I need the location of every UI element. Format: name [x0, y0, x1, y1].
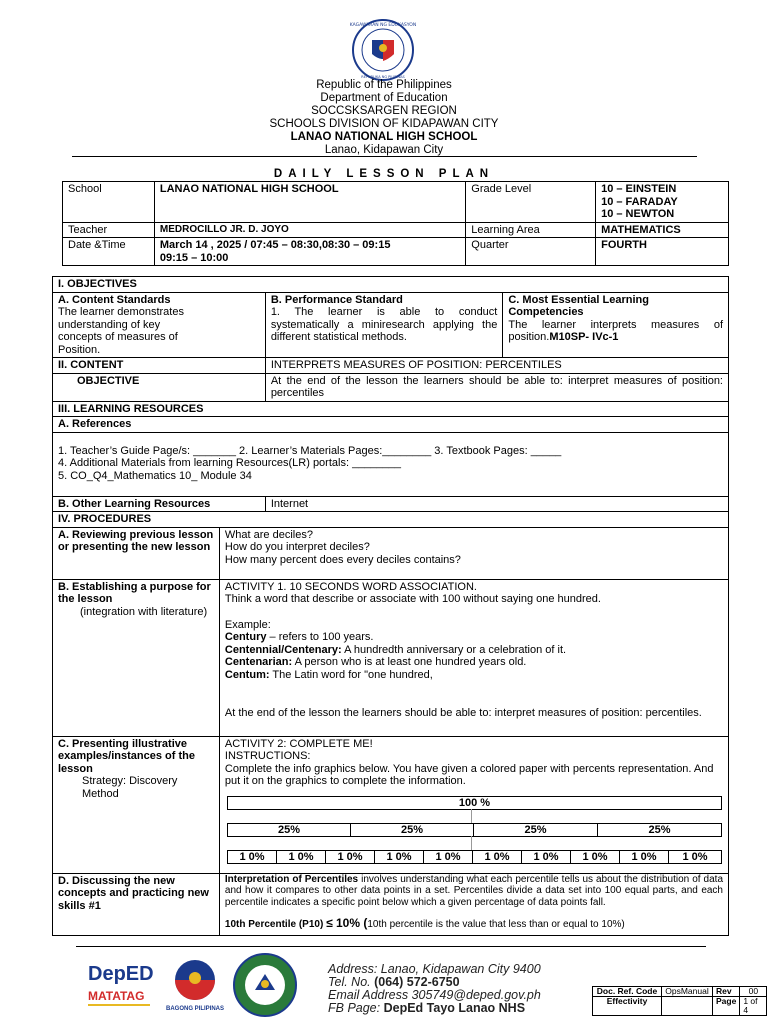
procedure-b-closing: At the end of the lesson the learners should be able to: interpret measures of position: percentiles.: [224, 707, 702, 719]
svg-text:BAGONG PILIPINAS: BAGONG PILIPINAS: [165, 1006, 225, 1012]
melc-text: [508, 319, 723, 344]
grid-tenth-box: 1 0%: [521, 850, 571, 864]
footer-email: Email Address 305749@deped.gov.ph: [328, 988, 541, 1002]
footer-tel-value: (064) 572-6750: [374, 975, 460, 989]
activity-1-title: ACTIVITY 1. 10 SECONDS WORD ASSOCIATION.: [224, 580, 477, 593]
grid-tenth-box: 1 0%: [227, 850, 277, 864]
datetime-value: [154, 238, 465, 266]
references-line: 4. Additional Materials from learning Resources(LR) portals: ________: [58, 457, 402, 469]
deped-matatag-logo: [84, 956, 156, 1014]
grid-connector: [471, 809, 472, 823]
school-value: LANAO NATIONAL HIGH SCHOOL: [154, 182, 465, 223]
header-department: Department of Education: [320, 92, 448, 104]
word-item: [225, 656, 723, 669]
datetime-line-1: March 14 , 2025 / 07:45 – 08:30,08:30 – 09:15: [159, 239, 391, 251]
word-term: Centum:: [224, 668, 270, 681]
word-def: A person who is at least one hundred years old.: [292, 656, 527, 668]
content-value: INTERPRETS MEASURES OF POSITION: PERCENTILES: [265, 358, 728, 374]
grade-value: 10 – NEWTON: [601, 208, 675, 220]
procedure-c-label: C. Presenting illustrative examples/instances of the lesson: [58, 737, 195, 775]
objective-label: OBJECTIVE: [53, 373, 266, 401]
datetime-line-2: 09:15 – 10:00: [159, 251, 229, 264]
activity-2-instructions: Complete the info graphics below. You have given a colored paper with percents representation. And put it on the graphics to complete the information.: [224, 762, 714, 787]
svg-text:REPUBLIKA NG PILIPINAS: REPUBLIKA NG PILIPINAS: [361, 75, 405, 79]
teacher-label: Teacher: [63, 222, 155, 238]
procedure-d-label: D. Discussing the new concepts and practicing new skills #1: [53, 873, 220, 935]
activity-1-instructions: Think a word that describe or associate with 100 without saying one hundred.: [224, 593, 601, 605]
percentile-text: involves understanding what each percentile tells us about the distribution of data and how it compares to other data points in a set. Percentiles divide a data set into 100 equal parts, and each percentile indicates a specific point below which a given percentage of data points fall.: [224, 873, 724, 908]
grid-connector: [471, 836, 472, 850]
activity-2-title: ACTIVITY 2: COMPLETE ME!: [224, 737, 373, 750]
header-region: SOCCSKSARGEN REGION: [311, 105, 457, 117]
procedure-b-label-cell: [53, 579, 220, 736]
procedures-heading: IV. PROCEDURES: [53, 512, 729, 528]
word-item: [225, 644, 723, 657]
objective-text: At the end of the lesson the learners should be able to: interpret measures of position: percentiles: [265, 373, 728, 401]
bagong-pilipinas-logo: [162, 956, 228, 1014]
word-term: Centenarian:: [224, 656, 293, 668]
footer-fb-label: FB Page:: [328, 1001, 384, 1015]
word-def: The Latin word for "one hundred,: [269, 668, 433, 681]
page-value: 1 of 4: [740, 997, 767, 1016]
rev-value: 00: [740, 987, 767, 997]
word-def: – refers to 100 years.: [266, 631, 374, 643]
header-division: SCHOOLS DIVISION OF KIDAPAWAN CITY: [269, 118, 499, 130]
content-standards-title: A. Content Standards: [58, 293, 171, 306]
procedure-c-strategy: Strategy: Discovery Method: [82, 775, 178, 800]
svg-text:KAGAWARAN NG EDUKASYON: KAGAWARAN NG EDUKASYON: [349, 23, 417, 28]
review-question: How many percent does every deciles contains?: [224, 553, 461, 566]
footer-tel-label: Tel. No.: [328, 975, 375, 989]
references-line: 1. Teacher’s Guide Page/s: _______ 2. Learner’s Materials Pages:________ 3. Textbook Pages: _____: [58, 444, 562, 457]
teacher-value: MEDROCILLO JR. D. JOYO: [154, 222, 465, 238]
word-item: [225, 631, 723, 644]
school-label: School: [63, 182, 155, 223]
procedure-b-label: B. Establishing a purpose for the lesson: [58, 580, 211, 605]
procedure-d-content: [219, 873, 728, 935]
grid-quarter-box: 25%: [473, 823, 598, 837]
procedure-a-label: A. Reviewing previous lesson or presenting the new lesson: [53, 527, 220, 579]
footer-rule: [76, 946, 706, 947]
grid-quarter-box: 25%: [350, 823, 474, 837]
grade-value: 10 – FARADAY: [601, 195, 678, 208]
content-standards-text: The learner demonstrates understanding of key concepts of measures of Position.: [58, 306, 184, 356]
content-heading: II. CONTENT: [53, 358, 266, 374]
grid-quarter-box: 25%: [227, 823, 351, 837]
header-rule: [72, 156, 697, 157]
grid-tenth-box: 1 0%: [423, 850, 473, 864]
svg-text:MATATAG: MATATAG: [88, 989, 145, 1003]
docref-label: Doc. Ref. Code: [593, 987, 662, 997]
header-republic: Republic of the Philippines: [316, 79, 452, 91]
review-question: What are deciles?: [224, 528, 313, 541]
procedure-b-content: [219, 579, 728, 736]
doc-reference-table: [592, 986, 767, 1016]
content-standards-cell: [53, 292, 266, 358]
percentile-term: Interpretation of Percentiles: [224, 873, 359, 885]
p10-label: 10th Percentile (P10): [224, 919, 324, 930]
instructions-label: INSTRUCTIONS:: [224, 750, 311, 762]
info-table: [62, 181, 729, 266]
p10-text: 10th percentile is the value that less than or equal to 10%): [367, 919, 625, 930]
footer-address: Address: Lanao, Kidapawan City 9400: [328, 962, 541, 976]
grid-tenth-box: 1 0%: [325, 850, 375, 864]
grid-tenth-box: 1 0%: [570, 850, 620, 864]
page-label: Page: [713, 997, 740, 1016]
performance-standard-cell: [265, 292, 503, 358]
example-label: Example:: [224, 618, 271, 631]
school-seal-logo: [232, 952, 298, 1018]
grid-tenth-box: 1 0%: [472, 850, 522, 864]
header-school: LANAO NATIONAL HIGH SCHOOL: [290, 131, 478, 143]
objectives-heading: I. OBJECTIVES: [53, 277, 729, 293]
svg-text:DepED: DepED: [88, 963, 154, 985]
grid-tenth-box: 1 0%: [374, 850, 424, 864]
melc-cell: [503, 292, 729, 358]
references-title: A. References: [53, 417, 729, 433]
other-resources-value: Internet: [265, 496, 728, 512]
page-title: DAILY LESSON PLAN: [273, 168, 495, 180]
p10-symbol: ≤ 10% (: [326, 916, 368, 930]
performance-standard-title: B. Performance Standard: [270, 293, 403, 306]
grade-values: [596, 182, 729, 223]
footer-fb: [328, 1002, 541, 1015]
procedure-c-label-cell: [53, 736, 220, 873]
area-label: Learning Area: [466, 222, 596, 238]
effectivity-label: Effectivity: [593, 997, 662, 1016]
word-term: Century: [224, 631, 267, 643]
word-def: A hundredth anniversary or a celebration of it.: [341, 643, 567, 656]
resources-heading: III. LEARNING RESOURCES: [53, 401, 729, 417]
datetime-label: Date &Time: [63, 238, 155, 266]
rev-label: Rev: [713, 987, 740, 997]
references-line: 5. CO_Q4_Mathematics 10_ Module 34: [58, 469, 252, 482]
procedure-a-content: [219, 527, 728, 579]
area-value: MATHEMATICS: [596, 222, 729, 238]
footer-address-block: [328, 963, 541, 1015]
deped-seal-logo: [344, 18, 422, 82]
effectivity-value: [662, 997, 713, 1016]
header-address: Lanao, Kidapawan City: [324, 144, 444, 156]
performance-standard-text: 1. The learner is able to conduct systematically a miniresearch applying the different statistical methods.: [270, 306, 498, 343]
grid-total-box: 100 %: [227, 796, 722, 810]
grid-tenth-box: 1 0%: [276, 850, 326, 864]
grid-tenth-box: 1 0%: [619, 850, 669, 864]
grid-tenth-box: 1 0%: [668, 850, 722, 864]
procedure-b-sub: (integration with literature): [80, 605, 208, 618]
word-item: [225, 669, 723, 682]
melc-title: C. Most Essential Learning Competencies: [508, 293, 649, 318]
grade-label: Grade Level: [466, 182, 596, 223]
grid-quarter-box: 25%: [597, 823, 722, 837]
quarter-value: FOURTH: [596, 238, 729, 266]
footer-fb-value: DepEd Tayo Lanao NHS: [383, 1001, 526, 1015]
docref-value: OpsManual: [662, 987, 713, 997]
word-term: Centennial/Centenary:: [224, 643, 342, 656]
p10-line: [225, 918, 723, 931]
percentile-definition: [225, 874, 723, 909]
quarter-label: Quarter: [466, 238, 596, 266]
review-question: How do you interpret deciles?: [224, 541, 370, 553]
grade-value: 10 – EINSTEIN: [601, 183, 677, 195]
melc-code: M10SP- IVc-1: [549, 331, 619, 343]
references-cell: [53, 432, 729, 496]
melc-desc: The learner interprets measures of position.: [508, 318, 723, 343]
other-resources-title: B. Other Learning Resources: [53, 496, 266, 512]
